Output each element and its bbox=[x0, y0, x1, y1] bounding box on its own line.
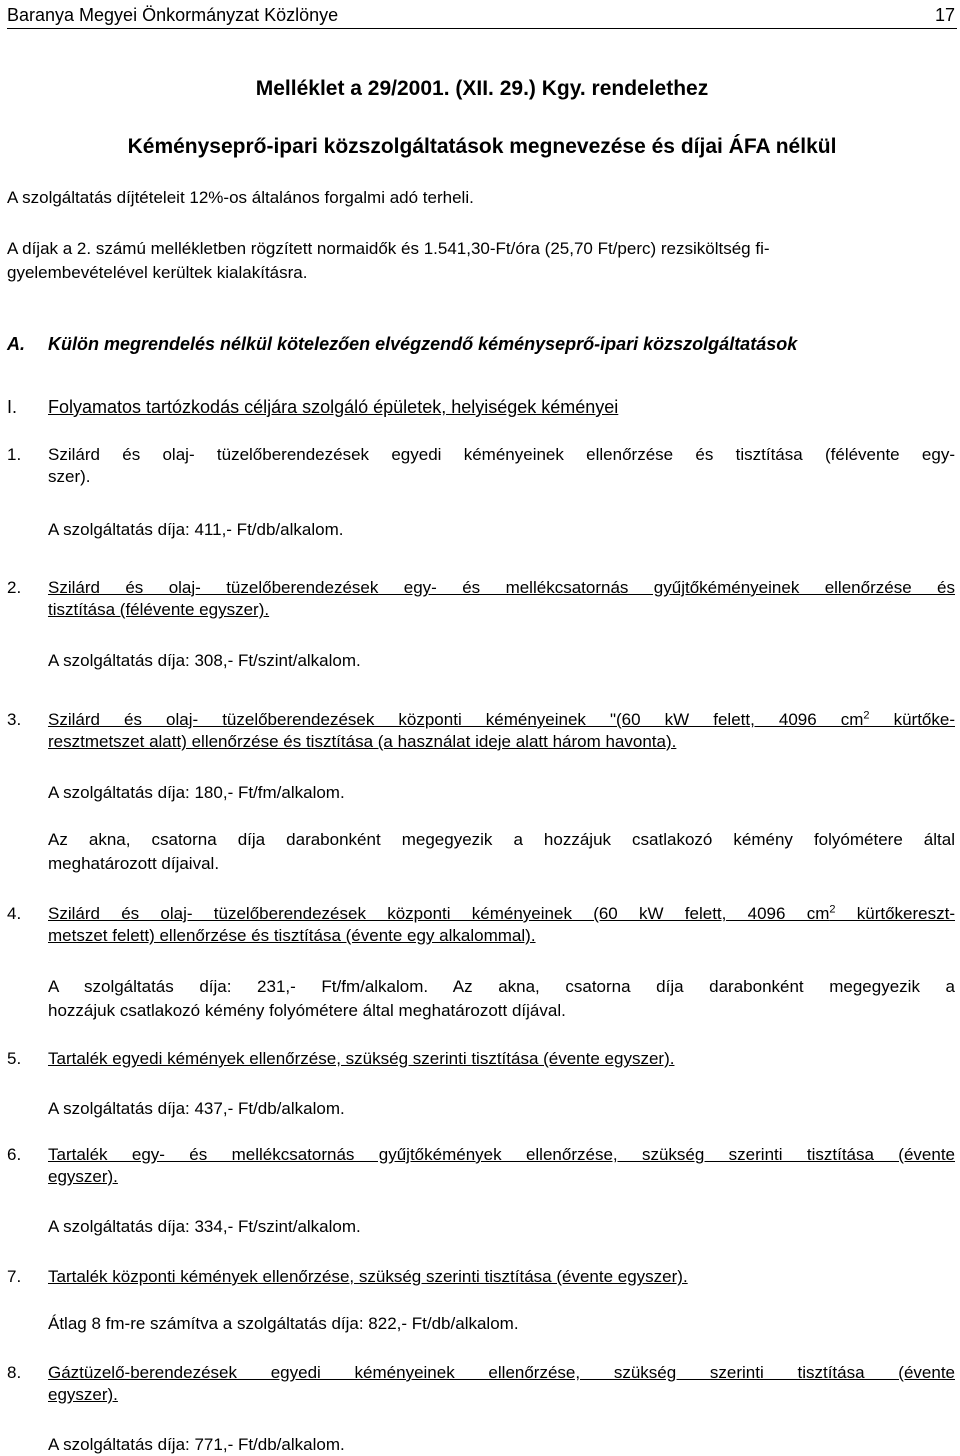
page-number: 17 bbox=[934, 5, 955, 25]
item-text-part: kürtőkereszt- bbox=[835, 904, 955, 923]
fee-statement-line2: hozzájuk csatlakozó kémény folyómétere által meghatározott díjával. bbox=[48, 1001, 566, 1020]
item-number: 3. bbox=[7, 710, 22, 729]
item-text-line: Gáztüzelő-berendezések egyedi kéményeinek ellenőrzése, szükség szerinti tisztítása (évente bbox=[48, 1363, 955, 1382]
fee-statement: A szolgáltatás díja: 411,- Ft/db/alkalom. bbox=[48, 520, 344, 539]
section-a-number: A. bbox=[7, 334, 25, 354]
item-text bbox=[48, 577, 955, 621]
fee-statement: A szolgáltatás díja: 180,- Ft/fm/alkalom. bbox=[48, 783, 345, 802]
item-text bbox=[48, 903, 955, 947]
item-text bbox=[48, 709, 955, 753]
item-text-line: Tartalék központi kémények ellenőrzése, szükség szerinti tisztítása (évente egyszer). bbox=[48, 1267, 688, 1286]
item-number: 5. bbox=[7, 1049, 22, 1068]
fee-statement: A szolgáltatás díja: 334,- Ft/szint/alkalom. bbox=[48, 1217, 361, 1236]
item-text-line: Szilárd és olaj- tüzelőberendezések egyedi kéményeinek ellenőrzése és tisztítása (félévente egy- bbox=[48, 445, 955, 464]
item-text-line: Szilárd és olaj- tüzelőberendezések egy- és mellékcsatornás gyűjtőkéményeinek ellenőrzése és bbox=[48, 578, 955, 597]
item-text bbox=[48, 1144, 955, 1188]
fee-statement: A szolgáltatás díja: 771,- Ft/db/alkalom. bbox=[48, 1435, 345, 1454]
publication-name: Baranya Megyei Önkormányzat Közlönye bbox=[7, 5, 339, 25]
item-text-line bbox=[48, 903, 955, 925]
page-header bbox=[7, 4, 957, 29]
item-number: 4. bbox=[7, 904, 22, 923]
document-title: Kéményseprő-ipari közszolgáltatások megnevezése és díjai ÁFA nélkül bbox=[127, 135, 837, 158]
item-text-part: Szilárd és olaj- tüzelőberendezések központi kéményeinek (60 kW felett, 4096 cm bbox=[48, 904, 830, 923]
vat-statement: A szolgáltatás díjtételeit 12%-os általános forgalmi adó terheli. bbox=[7, 188, 474, 207]
item-number: 6. bbox=[7, 1145, 22, 1164]
item-text-line: egyszer). bbox=[48, 1167, 118, 1186]
item-text bbox=[48, 1362, 955, 1406]
item-number: 2. bbox=[7, 578, 22, 597]
item-number: 1. bbox=[7, 445, 22, 464]
item-number: 7. bbox=[7, 1267, 22, 1286]
note-line1 bbox=[48, 829, 955, 851]
note-line2: meghatározott díjaival. bbox=[48, 854, 220, 873]
item-text bbox=[48, 444, 955, 488]
annex-title: Melléklet a 29/2001. (XII. 29.) Kgy. rendelethez bbox=[255, 77, 709, 100]
item-text-line: metszet felett) ellenőrzése és tisztítása (évente egy alkalommal). bbox=[48, 926, 536, 945]
item-text-line bbox=[48, 709, 955, 731]
fee-statement: A szolgáltatás díja: 308,- Ft/szint/alkalom. bbox=[48, 651, 361, 670]
item-number: 8. bbox=[7, 1363, 22, 1382]
fee-statement: A szolgáltatás díja: 437,- Ft/db/alkalom. bbox=[48, 1099, 345, 1118]
item-text-line: szer). bbox=[48, 467, 91, 486]
basis-statement-line2: gyelembevételével kerültek kialakításra. bbox=[7, 263, 308, 282]
superscript: 2 bbox=[829, 903, 836, 916]
item-text-line: egyszer). bbox=[48, 1385, 118, 1404]
item-text-line: Tartalék egy- és mellékcsatornás gyűjtőkémények ellenőrzése, szükség szerinti tisztítása (évente bbox=[48, 1145, 955, 1164]
section-a-title: Külön megrendelés nélkül kötelezően elvégzendő kéményseprő-ipari közszolgáltatások bbox=[48, 334, 798, 354]
basis-statement-line1: A díjak a 2. számú mellékletben rögzített normaidők és 1.541,30-Ft/óra (25,70 Ft/perc) rezsiköltség fi- bbox=[7, 239, 770, 258]
item-text bbox=[48, 1048, 955, 1070]
superscript: 2 bbox=[863, 709, 870, 722]
section-i-number: I. bbox=[7, 397, 18, 417]
item-text-line: tisztítása (félévente egyszer). bbox=[48, 600, 270, 619]
item-text-part: Szilárd és olaj- tüzelőberendezések központi kéményeinek "(60 kW felett, 4096 cm bbox=[48, 710, 864, 729]
item-text-part: kürtőke- bbox=[869, 710, 955, 729]
fee-statement: Átlag 8 fm-re számítva a szolgáltatás díja: 822,- Ft/db/alkalom. bbox=[48, 1314, 519, 1333]
note-text: Az akna, csatorna díja darabonként megegyezik a hozzájuk csatlakozó kémény folyómétere által bbox=[48, 830, 955, 849]
fee-statement-line1: A szolgáltatás díja: 231,- Ft/fm/alkalom. Az akna, csatorna díja darabonként megegyezik a bbox=[48, 977, 955, 996]
item-text-line: Tartalék egyedi kémények ellenőrzése, szükség szerinti tisztítása (évente egyszer). bbox=[48, 1049, 675, 1068]
item-text bbox=[48, 1266, 955, 1288]
item-text-line: resztmetszet alatt) ellenőrzése és tisztítása (a használat ideje alatt három havonta). bbox=[48, 732, 677, 751]
section-i-title: Folyamatos tartózkodás céljára szolgáló épületek, helyiségek kéményei bbox=[48, 397, 619, 417]
